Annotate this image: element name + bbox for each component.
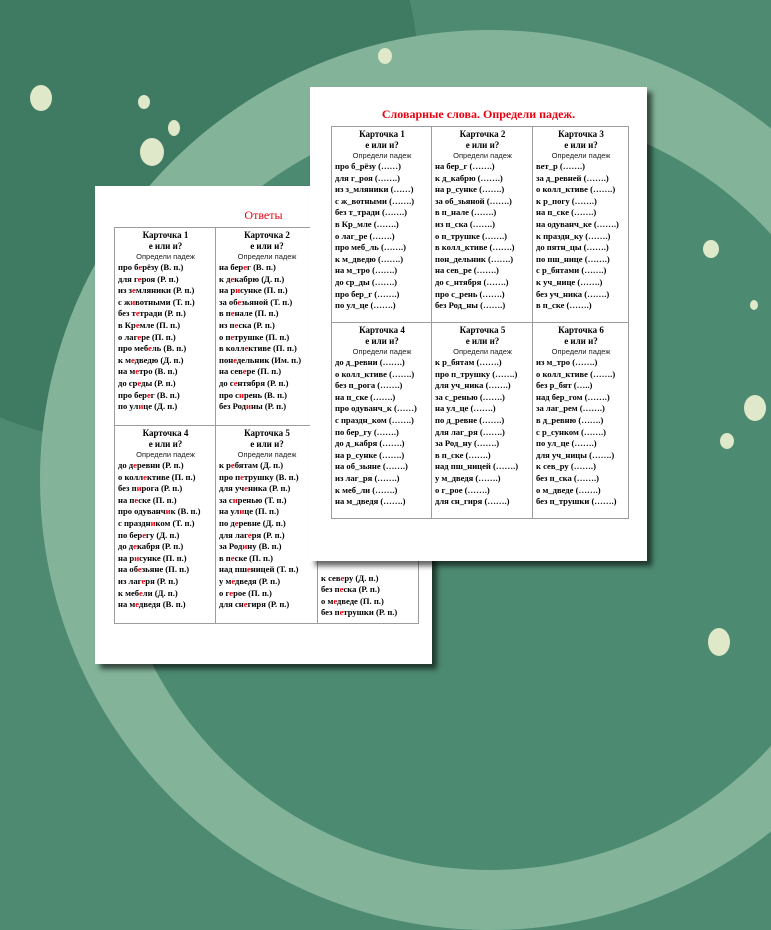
task-line: на п_ске (…….) — [335, 391, 396, 402]
decor-dot — [378, 48, 392, 64]
task-line: без п_рога (…….) — [335, 380, 403, 391]
task-line: за об_зьяной (…….) — [435, 195, 512, 206]
task-line: в колл_ктиве (…….) — [435, 242, 515, 253]
task-line: в п_ске (…….) — [435, 449, 491, 460]
answer-letter: е — [333, 595, 338, 606]
answer-line: на обезьяне (П. п.) — [118, 564, 190, 575]
task-line: на м_тро (…….) — [335, 265, 398, 276]
task-line: для уч_ницы (…….) — [536, 449, 615, 460]
answer-letter: е — [132, 285, 136, 296]
tasks-sheet — [310, 87, 647, 561]
card-note: Определи падеж — [453, 347, 512, 356]
answer-letter: и — [232, 494, 238, 505]
task-line: без т_тради (…….) — [335, 207, 408, 218]
answer-letter: е — [135, 319, 140, 330]
answer-line: за Родину (В. п.) — [219, 541, 282, 552]
answer-letter: е — [138, 587, 143, 598]
task-line: у м_дведя (…….) — [435, 472, 501, 483]
task-line: о лаг_ре (…….) — [335, 230, 395, 241]
answer-line: до деревни (Р. п.) — [118, 460, 184, 470]
task-line: на об_зьяне (…….) — [335, 461, 408, 472]
card-note: Определи падеж — [136, 252, 195, 261]
card-title: Карточка 4 — [142, 428, 189, 438]
task-line: для г_роя (…….) — [335, 172, 400, 183]
task-line: для сн_гиря (…….) — [435, 496, 510, 507]
task-line: с р_бятами (…….) — [536, 265, 607, 276]
task-card — [432, 127, 533, 323]
answer-letter: е — [243, 262, 248, 272]
card-tasks — [536, 357, 626, 508]
answer-letter: и — [138, 401, 144, 412]
answer-card — [115, 228, 216, 426]
task-line: из лаг_ря (…….) — [335, 472, 400, 483]
task-line: до с_нтября (…….) — [435, 276, 509, 287]
tasks-grid — [331, 126, 629, 519]
answer-letter: и — [242, 541, 248, 552]
answer-letter: е — [234, 319, 239, 330]
decor-dot — [138, 95, 150, 109]
answer-letter: е — [244, 343, 249, 354]
task-line: по д_ревне (…….) — [435, 414, 505, 425]
card-note: Определи падеж — [551, 347, 611, 356]
answer-line: о герое (П. п.) — [219, 587, 272, 598]
answer-line: без Родины (Р. п.) — [219, 401, 287, 412]
answer-letter: и — [165, 506, 171, 517]
answer-line: про берег (В. п.) — [118, 389, 180, 400]
task-line: к р_бятам (…….) — [435, 357, 502, 367]
task-line: до ср_ды (…….) — [335, 276, 397, 287]
answer-letter: е — [242, 366, 247, 377]
task-card — [432, 323, 533, 519]
task-line: за д_ревней (…….) — [536, 172, 609, 183]
answer-letter: е — [240, 471, 244, 482]
answer-line: для ученика (Р. п.) — [219, 483, 291, 494]
task-line: в д_ревню (…….) — [536, 414, 604, 425]
answer-letter: е — [340, 572, 345, 583]
answer-letter: е — [137, 564, 142, 575]
answer-letter: и — [235, 285, 241, 296]
task-card — [533, 323, 629, 519]
answer-letter: е — [233, 354, 237, 365]
card-note: Определи падеж — [352, 151, 412, 160]
answer-line: по берегу (Д. п.) — [118, 529, 180, 540]
answer-line: о медведе (П. п.) — [321, 595, 384, 606]
task-line: без уч_ника (…….) — [536, 288, 610, 299]
answer-line: на улице (П. п.) — [219, 506, 279, 517]
card-note: Определи падеж — [352, 347, 412, 356]
card-title: Карточка 1 — [359, 129, 405, 139]
answer-line: к ребятам (Д. п.) — [219, 460, 284, 470]
card-subtitle: е или и? — [465, 140, 500, 150]
answer-letter: е — [339, 584, 344, 595]
card-subtitle: е или и? — [465, 336, 500, 346]
answer-line: без песка (Р. п.) — [321, 584, 380, 595]
answer-line: о лагере (П. п.) — [118, 331, 176, 342]
answer-letter: е — [134, 494, 139, 505]
answer-letter: е — [247, 529, 252, 540]
card-note: Определи падеж — [237, 450, 297, 459]
answer-line: с праздником (Т. п.) — [118, 517, 195, 528]
card-subtitle: е или и? — [148, 439, 183, 449]
answer-letter: и — [246, 401, 251, 412]
answer-letter: е — [135, 599, 139, 610]
decor-dot — [744, 395, 766, 421]
answer-line: в Кремле (П. п.) — [118, 319, 181, 330]
task-line: над бер_гом (…….) — [536, 391, 610, 402]
answers-title: Ответы — [244, 208, 283, 222]
card-title: Карточка 2 — [459, 129, 506, 139]
task-line: вет_р (…….) — [536, 161, 585, 171]
task-card — [533, 127, 629, 323]
card-answers — [118, 460, 213, 611]
card-note: Определи падеж — [453, 151, 512, 160]
task-line: с ж_вотными (…….) — [335, 195, 415, 206]
decor-dot — [703, 240, 719, 258]
task-line: пон_дельник (…….) — [435, 253, 514, 264]
card-title: Карточка 2 — [244, 230, 290, 240]
answer-letter: е — [246, 564, 251, 575]
answer-letter: е — [243, 599, 248, 610]
answer-letter: е — [234, 517, 239, 528]
task-line: до д_кабря (…….) — [335, 438, 405, 449]
answer-letter: е — [146, 389, 151, 400]
decor-dot — [30, 85, 52, 111]
task-line: из п_ска (…….) — [435, 218, 495, 229]
answer-letter: е — [137, 273, 142, 284]
card-answers — [219, 262, 315, 413]
task-line: за Род_ну (…….) — [435, 438, 500, 449]
card-note: Определи падеж — [237, 252, 297, 261]
decor-dot — [140, 138, 164, 166]
answer-line: понедельник (Им. п.) — [219, 354, 302, 365]
task-line: про п_трушку (…….) — [435, 368, 518, 379]
task-card — [332, 127, 432, 323]
task-line: к праздн_ку (…….) — [536, 230, 611, 241]
task-line: над пш_ницей (…….) — [435, 461, 519, 472]
task-line: в п_нале (…….) — [435, 207, 497, 218]
card-subtitle: е или и? — [250, 241, 284, 251]
answer-line: на метро (В. п.) — [118, 366, 178, 377]
tasks-title: Словарные слова. Определи падеж. — [381, 107, 576, 121]
task-line: про бер_г (…….) — [335, 288, 400, 299]
answer-letter: е — [141, 575, 146, 586]
task-line: по бер_гу (…….) — [335, 426, 399, 437]
card-tasks — [335, 357, 429, 508]
task-line: без Род_ны (…….) — [435, 300, 506, 311]
answer-line: из песка (Р. п.) — [219, 319, 275, 330]
answer-letter: и — [136, 483, 142, 494]
answer-letter: и — [150, 517, 156, 528]
task-line: по ул_це (…….) — [536, 438, 597, 449]
answer-letter: е — [135, 366, 140, 377]
card-tasks — [435, 161, 530, 312]
answer-letter: е — [230, 273, 235, 284]
task-line: о м_дведе (…….) — [536, 484, 601, 495]
card-tasks — [335, 161, 429, 312]
answer-card — [216, 426, 318, 624]
task-line: на м_дведя (…….) — [335, 496, 406, 507]
answer-letter: е — [229, 587, 234, 598]
task-line: про меб_ль (…….) — [335, 242, 407, 253]
answer-line: про берёзу (В. п.) — [118, 262, 184, 272]
task-line: к м_дведю (…….) — [335, 253, 404, 264]
task-line: на п_ске (…….) — [536, 207, 597, 218]
answer-card — [115, 426, 216, 624]
task-line: к меб_ли (…….) — [335, 484, 398, 495]
task-line: о п_трушке (…….) — [435, 230, 507, 241]
task-card — [332, 323, 432, 519]
answer-line: без пирога (Р. п.) — [118, 483, 183, 494]
answer-letter: е — [133, 460, 137, 470]
answer-line: к декабрю (Д. п.) — [219, 273, 285, 284]
answer-letter: е — [230, 331, 235, 342]
task-line: с праздн_ком (…….) — [335, 414, 414, 425]
task-line: до д_ревни (…….) — [335, 357, 405, 367]
answer-line: к медведю (Д. п.) — [118, 354, 184, 365]
answer-letter: и — [239, 389, 244, 400]
task-line: на одуванч_ке (…….) — [536, 218, 619, 229]
answer-line: у медведя (Р. п.) — [219, 575, 281, 586]
answer-line: для героя (Р. п.) — [118, 273, 179, 284]
task-line: на р_сунке (…….) — [435, 184, 505, 195]
answer-letter: е — [339, 607, 344, 618]
answer-letter: и — [130, 296, 136, 307]
answer-letter: е — [130, 354, 135, 365]
answer-line: до среды (Р. п.) — [118, 377, 176, 388]
task-line: о колл_ктиве (…….) — [536, 184, 616, 195]
answer-line: за обезьяной (Т. п.) — [219, 296, 293, 307]
task-line: к сев_ру (…….) — [536, 461, 596, 472]
card-subtitle: е или и? — [365, 140, 399, 150]
task-line: в Кр_мле (…….) — [335, 218, 399, 229]
task-line: за с_ренью (…….) — [435, 391, 505, 402]
answer-line: про мебель (В. п.) — [118, 343, 187, 354]
answer-line: из земляники (Р. п.) — [118, 285, 195, 296]
task-line: о г_рое (…….) — [435, 484, 490, 495]
task-line: про одуванч_к (……) — [335, 403, 417, 414]
answer-line: про петрушку (В. п.) — [219, 471, 299, 482]
task-line: без п_ска (…….) — [536, 472, 599, 483]
answer-letter: е — [230, 460, 235, 470]
answer-line: на берег (В. п.) — [219, 262, 276, 272]
task-line: за лаг_рем (…….) — [536, 403, 605, 414]
answer-letter: е — [233, 377, 238, 388]
task-line: для лаг_ря (…….) — [435, 426, 505, 437]
answer-letter: е — [244, 483, 248, 494]
answer-letter: е — [143, 471, 147, 482]
card-tasks — [435, 357, 530, 508]
task-line: до пятн_цы (…….) — [536, 242, 609, 253]
card-subtitle: е или и? — [564, 140, 598, 150]
card-title: Карточка 5 — [244, 428, 290, 438]
decor-dot — [720, 433, 734, 449]
answer-line: к мебели (Д. п.) — [118, 587, 178, 598]
task-line: по ул_це (…….) — [335, 300, 396, 311]
answer-letter: е — [231, 575, 236, 586]
decor-dot — [708, 628, 730, 656]
answer-letter: е — [135, 308, 140, 319]
answer-line: по деревне (Д. п.) — [219, 517, 286, 528]
task-line: о колл_ктиве (…….) — [536, 368, 616, 379]
answer-line: о коллективе (П. п.) — [118, 471, 196, 482]
card-title: Карточка 4 — [359, 325, 405, 335]
answer-line: для снегиря (Р. п.) — [219, 599, 290, 610]
answer-line: в пенале (П. п.) — [219, 308, 279, 319]
answer-line: с животными (Т. п.) — [118, 296, 195, 307]
card-answers — [321, 573, 416, 619]
card-note: Определи падеж — [551, 151, 611, 160]
decor-dot — [750, 300, 758, 310]
answer-letter: е — [137, 377, 142, 388]
answer-line: до сентября (Р. п.) — [219, 377, 289, 388]
answer-line: про сирень (В. п.) — [219, 389, 288, 400]
answer-line: без тетради (Р. п.) — [118, 308, 186, 319]
answer-line: к северу (Д. п.) — [321, 572, 379, 583]
task-line: без п_трушки (…….) — [536, 496, 617, 507]
answer-letter: и — [134, 552, 140, 563]
task-line: на сев_ре (…….) — [435, 265, 499, 276]
answer-line: без петрушки (Р. п.) — [321, 607, 398, 618]
card-note: Определи падеж — [136, 450, 195, 459]
answer-line: за сиренью (Т. п.) — [219, 494, 287, 505]
answer-line: из лагеря (Р. п.) — [118, 575, 179, 586]
task-line: с р_сунком (…….) — [536, 426, 607, 437]
task-line: на р_сунке (…….) — [335, 449, 405, 460]
task-line: для уч_ника (…….) — [435, 380, 511, 391]
answer-line: по улице (Д. п.) — [118, 401, 178, 412]
card-subtitle: е или и? — [365, 336, 399, 346]
answer-letter: е — [148, 343, 152, 354]
task-line: про б_рёзу (……) — [335, 161, 401, 171]
answer-line: на рисунке (П. п.) — [118, 552, 187, 563]
answer-letter: и — [239, 506, 245, 517]
answer-line: в коллективе (П. п.) — [219, 343, 297, 354]
answer-line: для лагеря (Р. п.) — [219, 529, 285, 540]
task-line: в п_ске (…….) — [536, 300, 592, 311]
answer-line: в песке (П. п.) — [219, 552, 273, 563]
card-title: Карточка 6 — [558, 325, 604, 335]
answer-line: на севере (П. п.) — [219, 366, 282, 377]
task-line: из м_тро (…….) — [536, 357, 598, 367]
answer-line: про одуванчик (В. п.) — [118, 506, 201, 517]
task-line: на ул_це (…….) — [435, 403, 496, 414]
answer-letter: е — [230, 552, 235, 563]
answer-line: на песке (П. п.) — [118, 494, 177, 505]
answer-letter: е — [230, 308, 235, 319]
answer-line: на рисунке (П. п.) — [219, 285, 288, 296]
task-line: о колл_ктиве (…….) — [335, 368, 415, 379]
decor-dot — [168, 120, 180, 136]
answer-line: о петрушке (П. п.) — [219, 331, 290, 342]
card-answers — [219, 460, 315, 611]
card-subtitle: е или и? — [250, 439, 284, 449]
answer-line: до декабря (Р. п.) — [118, 541, 184, 552]
task-line: к д_кабрю (…….) — [435, 172, 503, 183]
task-line: к уч_нице (…….) — [536, 276, 603, 287]
answer-line: на медведя (В. п.) — [118, 599, 186, 610]
card-title: Карточка 5 — [459, 325, 506, 335]
card-answers — [118, 262, 213, 413]
answer-card — [216, 228, 318, 426]
task-line: без р_бят (…..) — [536, 380, 593, 391]
card-subtitle: е или и? — [564, 336, 598, 346]
task-line: по пш_нице (…….) — [536, 253, 610, 264]
card-tasks — [536, 161, 626, 312]
answer-line: над пшеницей (Т. п.) — [219, 564, 299, 575]
card-title: Карточка 3 — [558, 129, 604, 139]
task-line: из з_мляники (……) — [335, 184, 414, 195]
card-title: Карточка 1 — [142, 230, 189, 240]
card-subtitle: е или и? — [148, 241, 183, 251]
answer-letter: е — [137, 331, 142, 342]
task-line: на бер_г (…….) — [435, 161, 495, 171]
answer-letter: е — [142, 529, 147, 540]
answer-letter: е — [133, 541, 137, 552]
task-line: про с_рень (…….) — [435, 288, 505, 299]
answer-letter: е — [237, 296, 242, 307]
answer-letter: е — [138, 262, 143, 272]
task-line: к р_погу (…….) — [536, 195, 597, 206]
